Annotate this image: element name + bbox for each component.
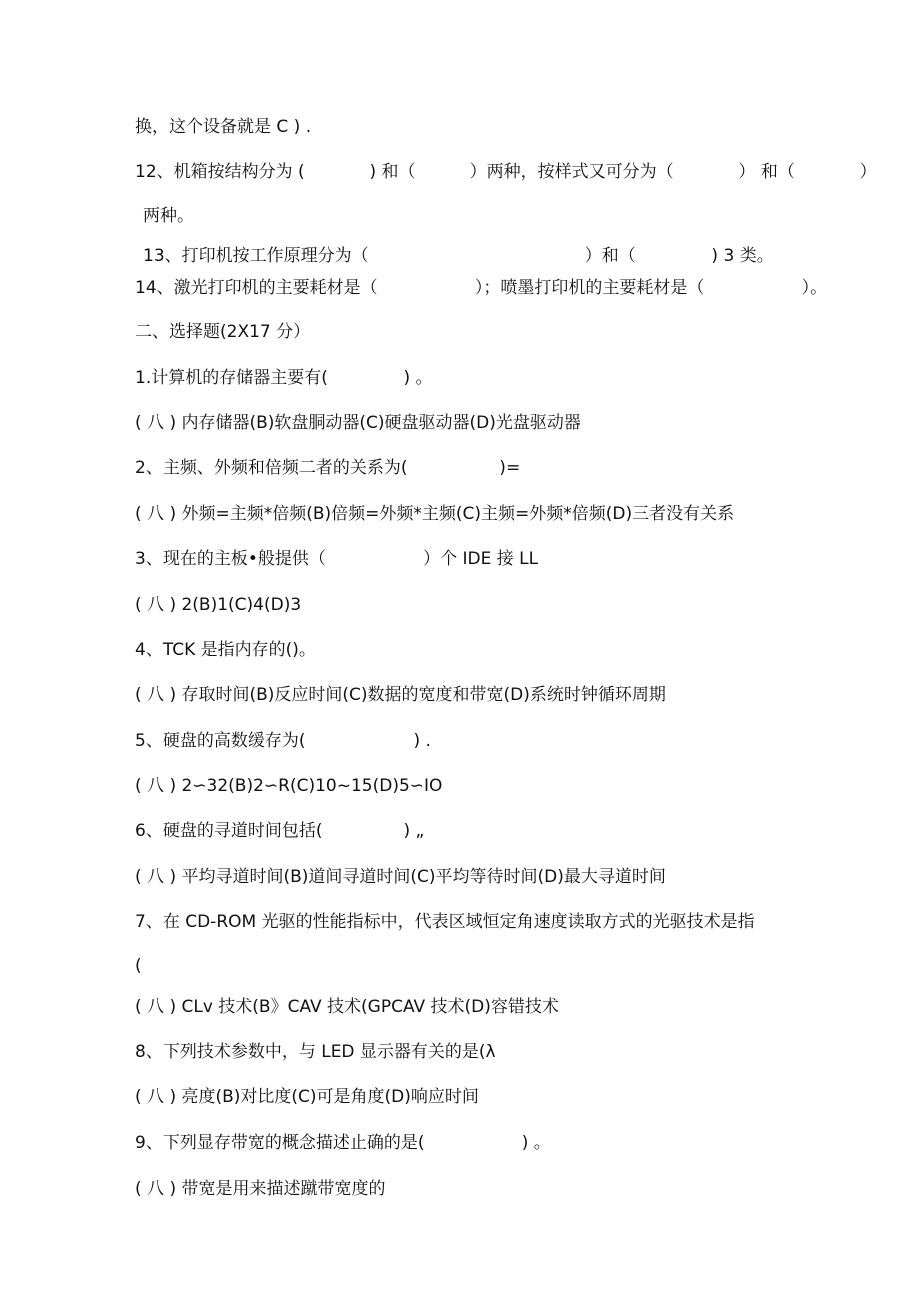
choice-question-7: 7、在 CD-ROM 光驱的性能指标中，代表区域恒定角速度读取方式的光驱技术是指 <box>135 912 755 932</box>
choice-question-8-options: ( 八 ) 亮度(B)对比度(C)可是角度(D)响应时间 <box>135 1087 479 1107</box>
choice-question-6-options: ( 八 ) 平均寻道时间(B)道间寻道时间(C)平均等待时间(D)最大寻道时间 <box>135 867 666 887</box>
section-heading-multiple-choice: 二、选择题(2X17 分） <box>135 322 311 342</box>
choice-question-6: 6、硬盘的寻道时间包括( ) „ <box>135 821 425 841</box>
choice-question-5: 5、硬盘的高数缓存为( ) . <box>135 731 431 751</box>
question-14: 14、激光打印机的主要耗材是（ ）；喷墨打印机的主要耗材是（ ）。 <box>135 278 828 298</box>
choice-question-3: 3、现在的主板•般提供（ ）个 IDE 接 LL <box>135 549 539 569</box>
choice-question-4-options: ( 八 ) 存取时间(B)反应时间(C)数据的宽度和带宽(D)系统时钟循环周期 <box>135 685 666 705</box>
question-12: 12、机箱按结构分为 ( ) 和（ ）两种，按样式又可分为（ ） 和（ ） <box>135 162 877 182</box>
choice-question-3-options: ( 八 ) 2(B)1(C)4(D)3 <box>135 595 302 615</box>
choice-question-2-options: ( 八 ) 外频=主频*倍频(B)倍频=外频*主频(C)主频=外频*倍频(D)三者没有关系 <box>135 504 735 524</box>
choice-question-8: 8、下列技术参数中，与 LED 显示器有关的是(λ <box>135 1042 496 1062</box>
choice-question-4: 4、TCK 是指内存的()。 <box>135 640 316 660</box>
choice-question-5-options: ( 八 ) 2∽32(B)2∽R(C)10~15(D)5∽IO <box>135 776 443 796</box>
question-13: 13、打印机按工作原理分为（ ）和（ ) 3 类。 <box>143 246 774 266</box>
choice-question-9-options: ( 八 ) 带宽是用来描述蹴带宽度的 <box>135 1179 386 1199</box>
text-line-continuation: 换，这个设备就是 C ) . <box>135 117 312 137</box>
choice-question-1-options: ( 八 ) 内存储器(B)软盘胴动器(C)硬盘驱动器(D)光盘驱动器 <box>135 413 581 433</box>
choice-question-2: 2、主频、外频和倍频二者的关系为( )= <box>135 458 521 478</box>
choice-question-1: 1.计算机的存储器主要有( ) 。 <box>135 368 433 388</box>
question-12-continued: 两种。 <box>143 206 194 226</box>
choice-question-9: 9、下列显存带宽的概念描述止确的是( ) 。 <box>135 1133 551 1153</box>
choice-question-7-continued: ( <box>135 956 142 976</box>
choice-question-7-options: ( 八 ) CLv 技术(B》CAV 技术(GPCAV 技术(D)容错技术 <box>135 997 559 1017</box>
